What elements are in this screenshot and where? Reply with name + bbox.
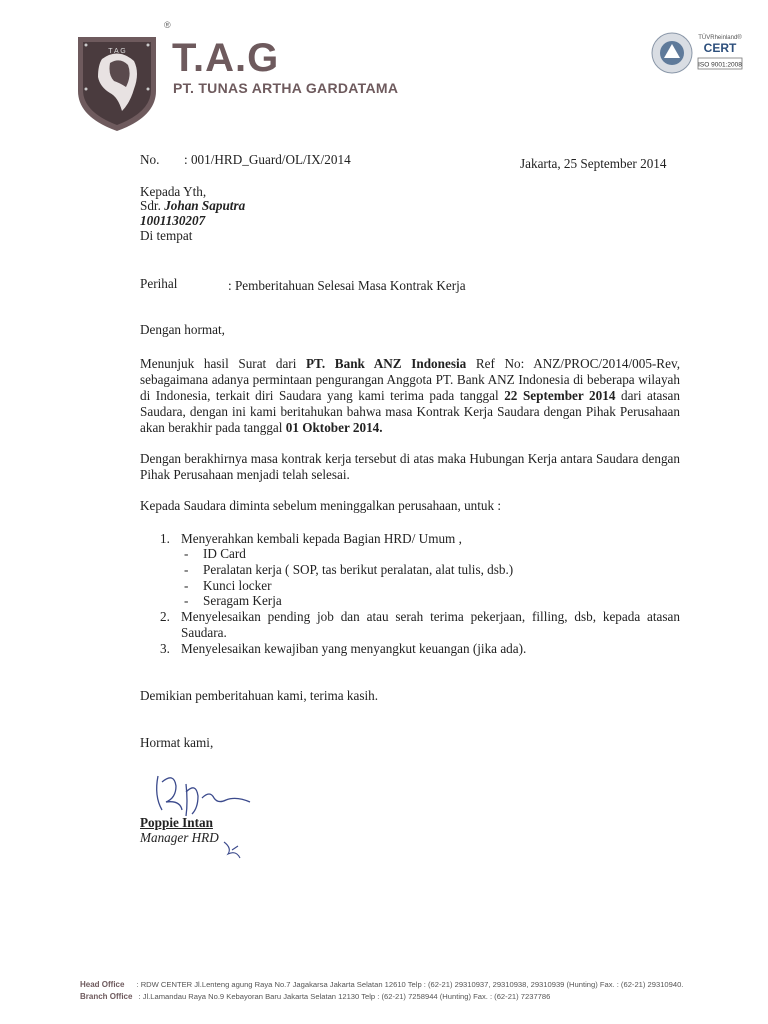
horse-shield-logo (74, 33, 160, 133)
cert-iso: ISO 9001:2008 (698, 61, 742, 69)
sub-item-2: Peralatan kerja ( SOP, tas berikut peralatan, alat tulis, dsb.) (203, 562, 514, 577)
shield-letters: T A G (108, 48, 126, 55)
cert-mark: CERT (703, 41, 737, 55)
received-date: 22 September 2014 (504, 388, 616, 403)
paragraph-3: Kepada Saudara diminta sebelum meninggalkan perusahaan, untuk : (140, 498, 502, 513)
registered-mark: ® (164, 20, 171, 30)
subject-value: : Pemberitahuan Selesai Masa Kontrak Kerja (228, 278, 466, 293)
signer-name: Poppie Intan (140, 815, 213, 830)
recipient-name: Johan Saputra (164, 198, 246, 213)
sub-dash-2: - (184, 562, 189, 577)
sub-dash-4: - (184, 593, 189, 608)
list-item-2: Menyelesaikan pending job dan atau serah terima pekerjaan, filling, dsb, kepada atasan Saudara. (181, 609, 680, 640)
subject-label: Perihal (140, 276, 178, 291)
greeting: Dengan hormat, (140, 322, 225, 337)
branch-office-label: Branch Office (80, 992, 133, 1001)
recipient-id: 1001130207 (140, 213, 206, 228)
letter-no-value: : 001/HRD_Guard/OL/IX/2014 (184, 152, 351, 167)
place-date: Jakarta, 25 September 2014 (520, 156, 667, 171)
letter-no-label: No. (140, 152, 160, 167)
branch-office-address: : Jl.Lamandau Raya No.9 Kebayoran Baru Jakarta Selatan 12130 Telp : (62-21) 7258944 (Hunting) Fax. : (62-21) 7237786 (138, 992, 551, 1001)
sub-item-1: ID Card (203, 546, 246, 561)
closing: Demikian pemberitahuan kami, terima kasih. (140, 688, 379, 703)
sub-dash-3: - (184, 578, 189, 593)
regards: Hormat kami, (140, 735, 214, 750)
list-item-3: Menyelesaikan kewajiban yang menyangkut keuangan (jika ada). (181, 641, 527, 656)
tuv-cert-badge (650, 30, 746, 76)
sub-item-4: Seragam Kerja (203, 593, 282, 608)
recipient-prefix: Sdr. (140, 198, 161, 213)
list-num-2: 2. (160, 609, 170, 624)
signer-title: Manager HRD (140, 830, 219, 845)
list-num-3: 3. (160, 641, 170, 656)
bank-name: PT. Bank ANZ Indonesia (306, 356, 467, 371)
recipient-name-line (140, 198, 245, 214)
paragraph-1: Menunjuk hasil Surat dari PT. Bank ANZ Indonesia Ref No: ANZ/PROC/2014/005-Rev, sebagaimana adanya permintaan pengurangan Anggota PT. Bank ANZ Indonesia di beberapa wilayah di Indonesia, terkait diri Saudara yang kami terima pada tanggal 22 September 2014 dari atasan Saudara, dengan ini kami beritahukan bahwa masa Kontrak Kerja Saudara dengan Pihak Perusahaan akan berakhir pada tanggal 01 Oktober 2014. (140, 356, 680, 435)
cert-top: TÜVRheinland® (698, 35, 742, 41)
end-date: 01 Oktober 2014. (285, 420, 383, 435)
recipient-salutation: Kepada Yth, (140, 184, 207, 199)
list-num-1: 1. (160, 531, 170, 546)
head-office-line (80, 980, 683, 989)
company-name: PT. TUNAS ARTHA GARDATAMA (173, 80, 399, 96)
sub-item-3: Kunci locker (203, 578, 272, 593)
paragraph-2: Dengan berakhirnya masa kontrak kerja tersebut di atas maka Hubungan Kerja antara Saudara dengan Pihak Perusahaan menjadi telah selesai. (140, 451, 680, 482)
brand-name: T.A.G (172, 36, 280, 80)
head-office-label: Head Office (80, 980, 125, 989)
sub-dash-1: - (184, 546, 189, 561)
list-item-1: Menyerahkan kembali kepada Bagian HRD/ Umum , (181, 531, 462, 546)
head-office-address: : RDW CENTER Jl.Lenteng agung Raya No.7 Jagakarsa Jakarta Selatan 12610 Telp : (62-21) 29310937, 29310938, 29310939 (Hunting) Fax. : (62-21) 29310940. (136, 980, 684, 989)
branch-office-line (80, 992, 550, 1001)
recipient-location: Di tempat (140, 228, 193, 243)
